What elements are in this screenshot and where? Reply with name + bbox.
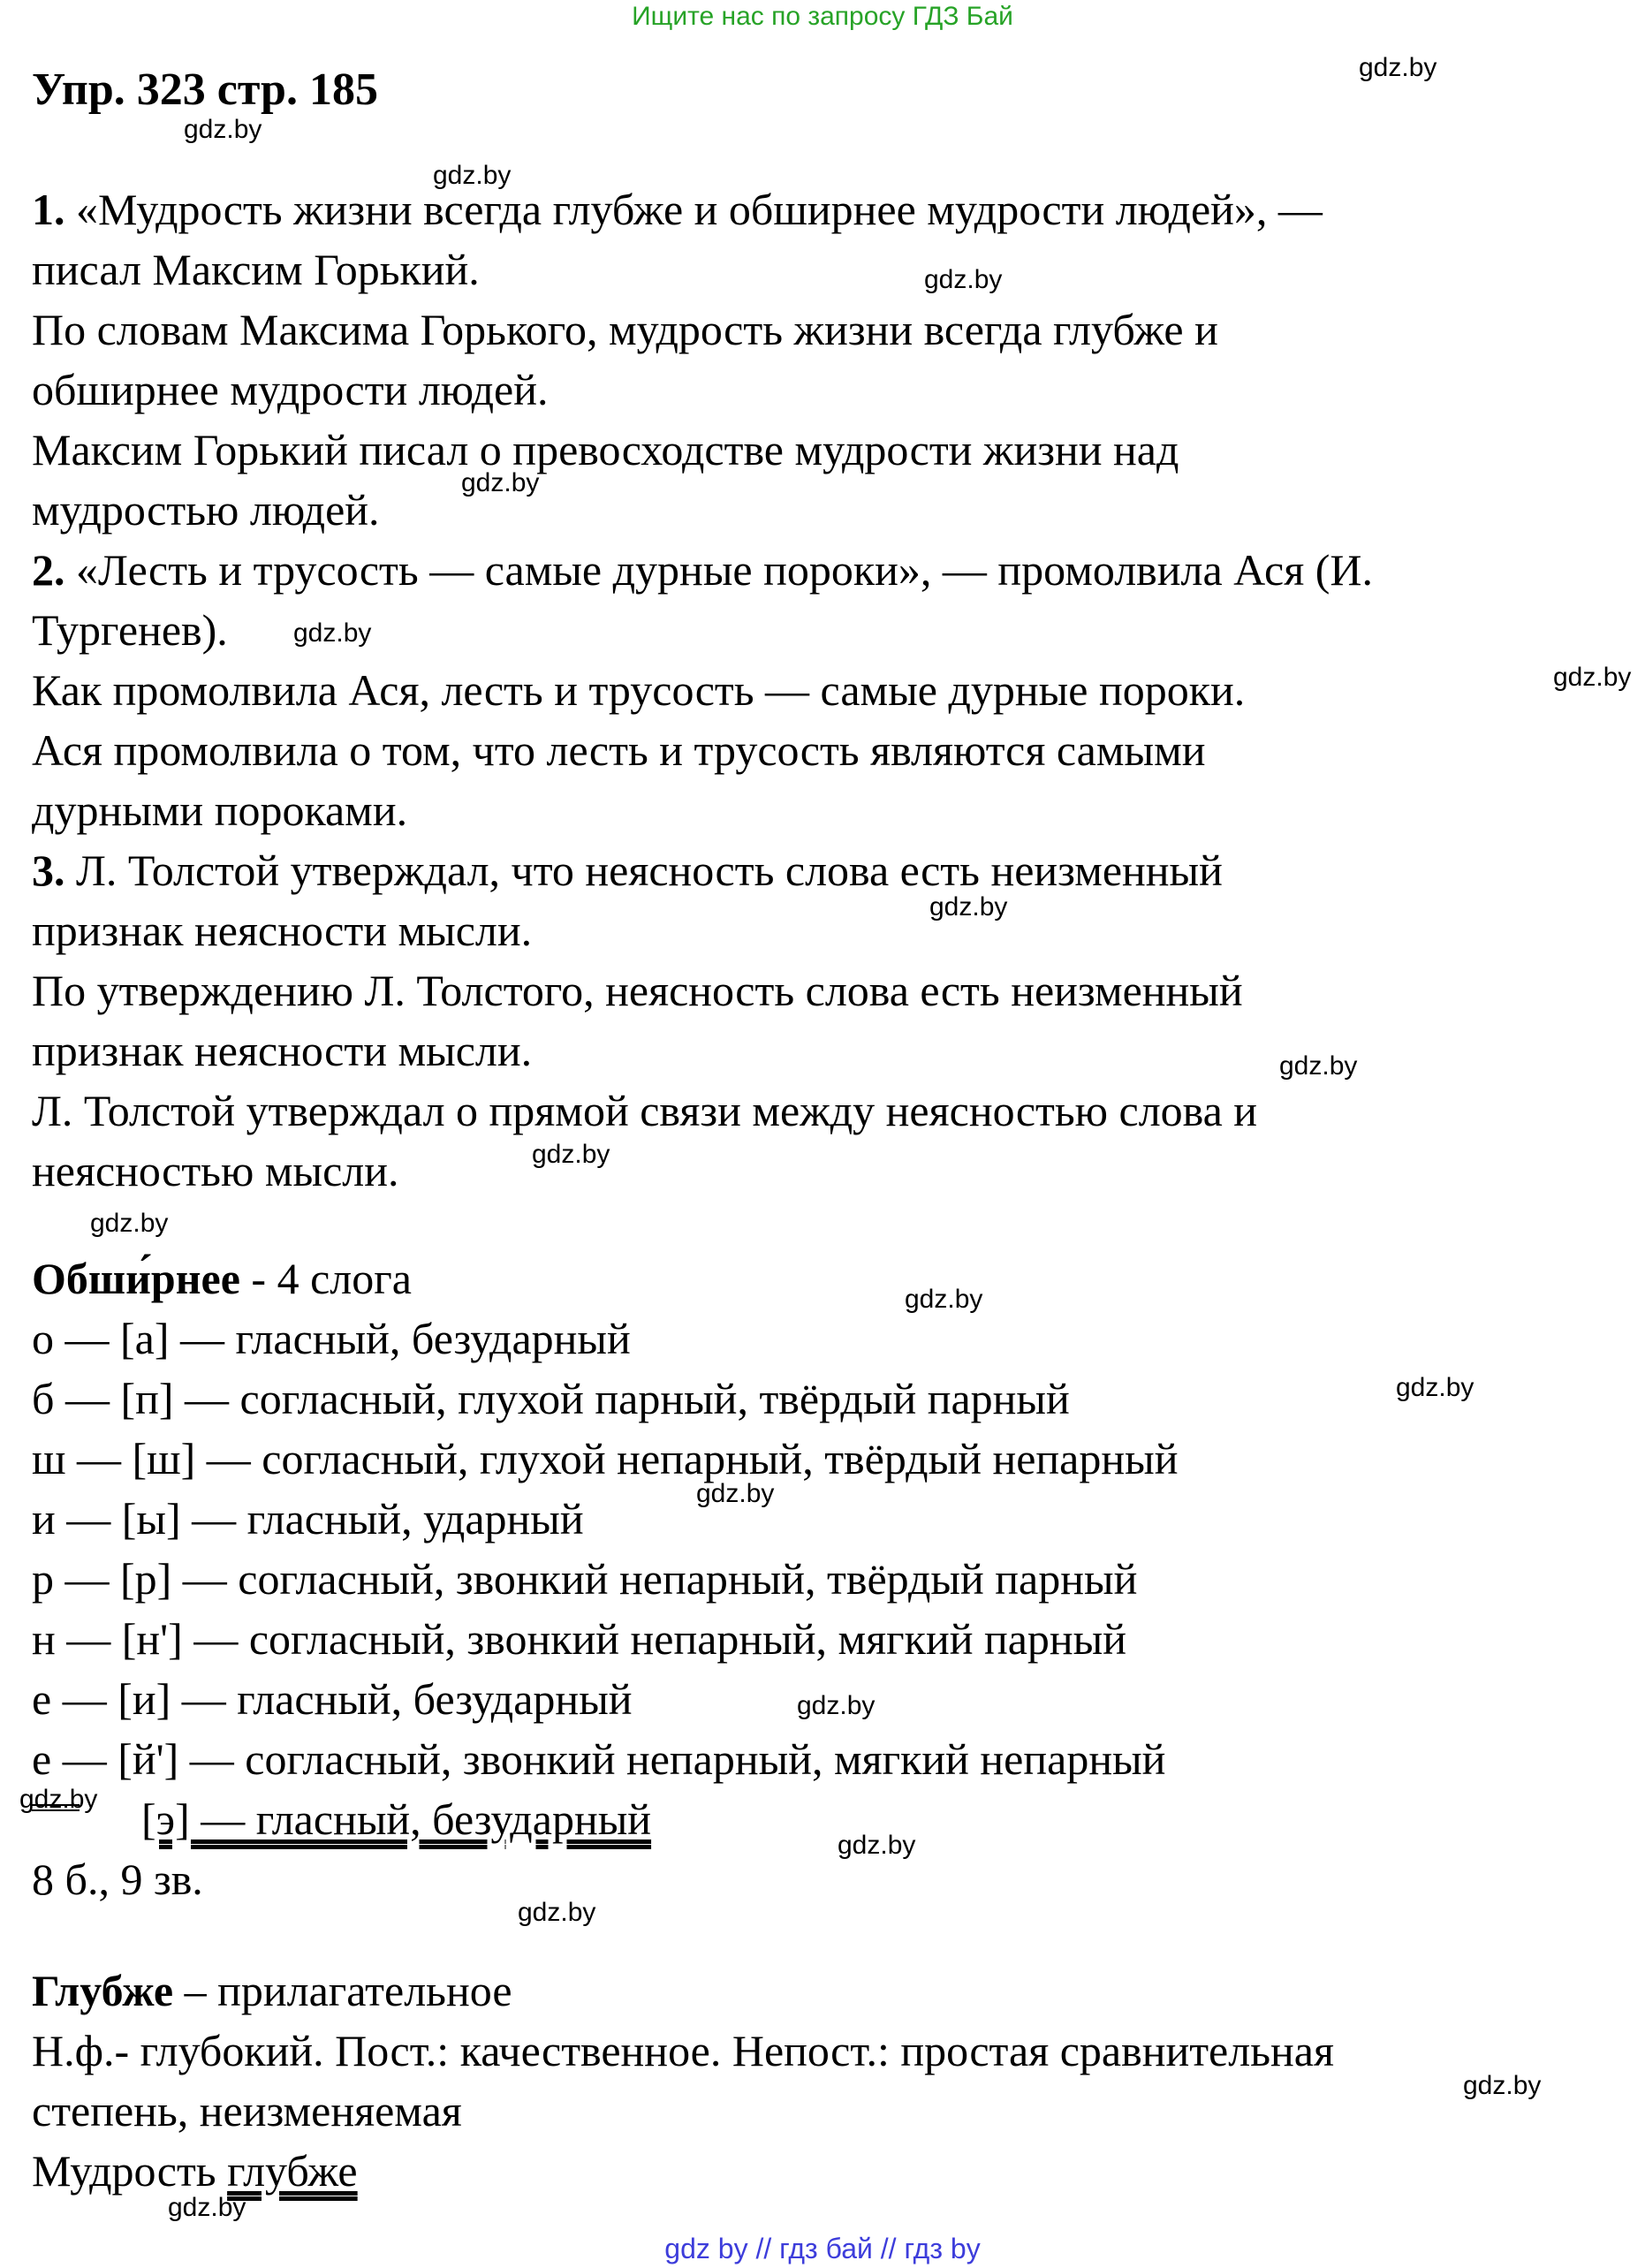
watermark: gdz.by — [168, 2193, 246, 2222]
watermark: gdz.by — [929, 892, 1008, 922]
s1-text-1: «Мудрость жизни всегда глубже и обширнее мудрости людей», — — [76, 185, 1323, 234]
watermark: gdz.by — [433, 161, 512, 190]
watermark: gdz.by — [1359, 53, 1437, 82]
phonetic-row: н — [н'] — согласный, звонкий непарный, мягкий парный — [32, 1614, 1127, 1664]
s3-line-5: Л. Толстой утверждал о прямой связи между неясностью слова и — [32, 1086, 1258, 1135]
s2-line-4: Ася промолвила о том, что лесть и трусость являются самыми — [32, 725, 1206, 775]
s2-line-3: Как промолвила Ася, лесть и трусость — самые дурные пороки. — [32, 665, 1246, 715]
phonetic-summary: 8 б., 9 зв. — [32, 1855, 203, 1904]
phonetic-row: о — [а] — гласный, безударный — [32, 1314, 631, 1363]
morph-example — [32, 2146, 358, 2196]
s2-line-5: дурными пороками. — [32, 785, 408, 835]
watermark: gdz.by — [90, 1209, 169, 1238]
s3-number: 3. — [32, 846, 65, 895]
s1-line-3: По словам Максима Горького, мудрость жизни всегда глубже и — [32, 305, 1218, 354]
banner-text: Ищите нас по запросу ГДЗ Бай — [632, 2, 1013, 31]
morph-line-2: степень, неизменяемая — [32, 2086, 462, 2135]
s2-line-1 — [32, 545, 1373, 595]
morph-example-underlined: глубже — [227, 2146, 358, 2196]
page-title: Упр. 323 стр. 185 — [32, 64, 378, 115]
phonetic-row: е — [и] — гласный, безударный — [32, 1674, 633, 1724]
phonetic-word: Обши́рнее — [32, 1254, 240, 1303]
s1-line-6: мудростью людей. — [32, 485, 380, 535]
s3-line-2: признак неясности мысли. — [32, 906, 533, 955]
morph-example-word: Мудрость — [32, 2146, 216, 2196]
watermark: gdz.by — [838, 1831, 916, 1860]
watermark: gdz.by — [532, 1140, 610, 1169]
phonetic-row-underlined: [э] — гласный, безударный — [141, 1794, 652, 1844]
watermark: gdz.by — [184, 115, 262, 144]
watermark: gdz.by — [924, 265, 1003, 294]
watermark: gdz.by — [518, 1898, 596, 1927]
watermark: gdz.by — [905, 1285, 983, 1314]
s1-number: 1. — [32, 185, 65, 234]
watermark: gdz.by — [797, 1691, 876, 1720]
phonetic-row: ш — [ш] — согласный, глухой непарный, твёрдый непарный — [32, 1434, 1179, 1483]
watermark: gdz.by — [696, 1479, 775, 1508]
s3-line-3: По утверждению Л. Толстого, неясность слова есть неизменный — [32, 966, 1243, 1015]
phonetic-row: р — [р] — согласный, звонкий непарный, твёрдый парный — [32, 1554, 1138, 1604]
watermark: gdz.by — [461, 468, 540, 497]
phonetic-row — [141, 1794, 652, 1844]
s3-line-4: признак неясности мысли. — [32, 1026, 533, 1075]
watermark: gdz.by — [1279, 1051, 1358, 1081]
morph-word: Глубже — [32, 1966, 174, 2015]
morph-heading — [32, 1968, 512, 2013]
s1-line-1 — [32, 185, 1323, 234]
watermark: gdz.by — [1463, 2071, 1542, 2100]
watermark: gdz.by — [1553, 663, 1632, 692]
s2-number: 2. — [32, 545, 65, 595]
morph-line-1: Н.ф.- глубокий. Пост.: качественное. Непост.: простая сравнительная — [32, 2026, 1334, 2075]
watermark: gdz.by — [293, 618, 372, 648]
phonetic-row: и — [ы] — гласный, ударный — [32, 1494, 584, 1544]
s1-line-2: писал Максим Горький. — [32, 245, 480, 294]
watermark: gdz.by — [19, 1785, 98, 1814]
watermark: gdz.by — [1396, 1373, 1474, 1402]
s1-line-4: обширнее мудрости людей. — [32, 365, 549, 414]
phonetic-syllables: - 4 слога — [239, 1254, 412, 1303]
s1-line-5: Максим Горький писал о превосходстве мудрости жизни над — [32, 425, 1179, 474]
s3-text-1: Л. Толстой утверждал, что неясность слова есть неизменный — [76, 846, 1223, 895]
footer-text: gdz by // гдз бай // гдз by — [664, 2233, 981, 2264]
s2-line-2: Тургенев). — [32, 605, 228, 655]
s3-line-6: неясностью мысли. — [32, 1146, 399, 1195]
phonetic-row: е — [й'] — согласный, звонкий непарный, мягкий непарный — [32, 1734, 1166, 1784]
phonetic-heading — [32, 1256, 412, 1301]
s3-line-1 — [32, 846, 1223, 895]
morph-pos: – прилагательное — [173, 1966, 512, 2015]
phonetic-row: б — [п] — согласный, глухой парный, твёрдый парный — [32, 1374, 1070, 1423]
s2-text-1: «Лесть и трусость — самые дурные пороки», — промолвила Ася (И. — [76, 545, 1373, 595]
